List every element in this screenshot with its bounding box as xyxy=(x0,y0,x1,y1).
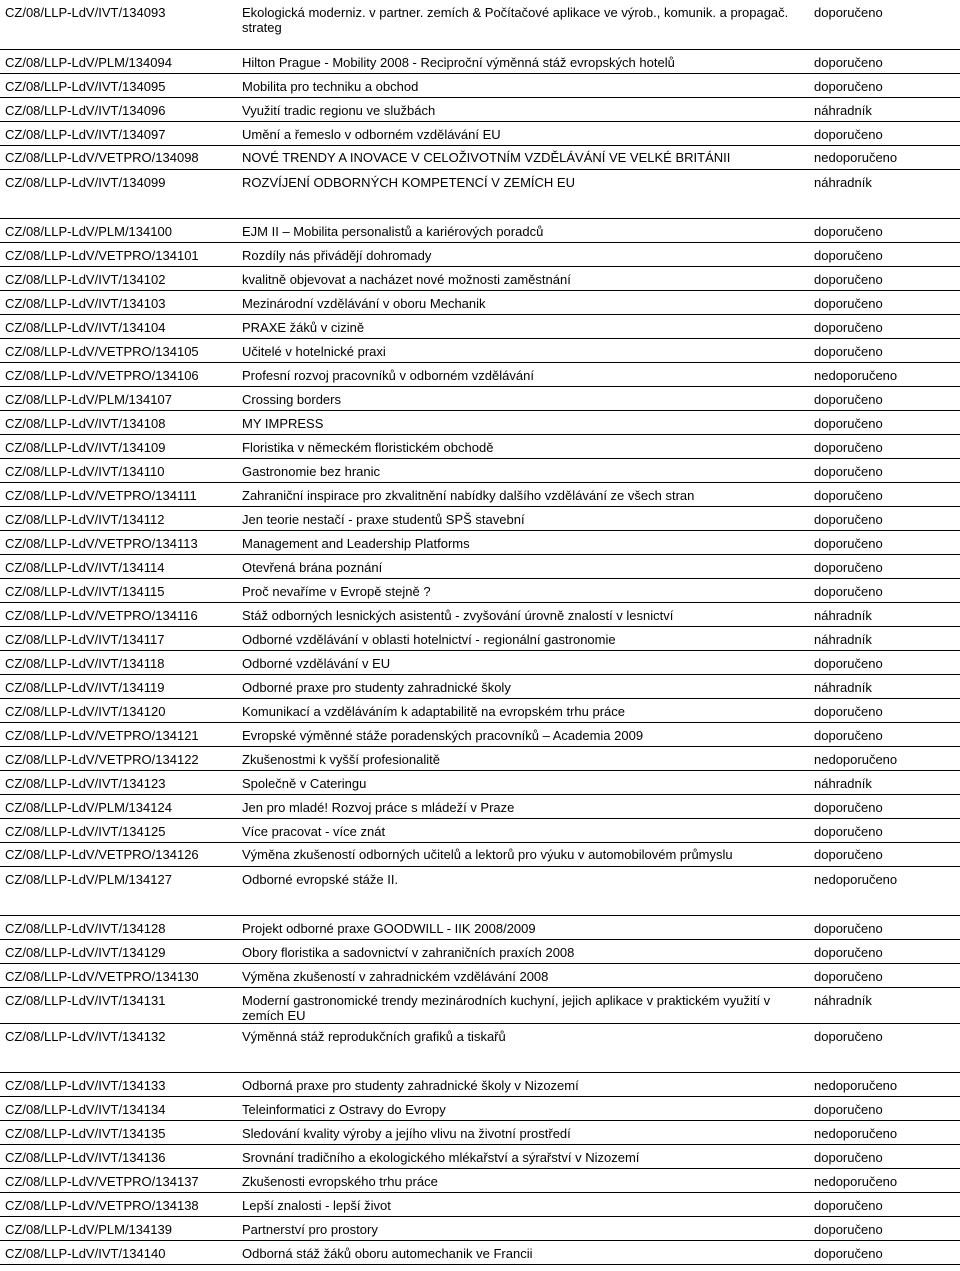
table-row xyxy=(0,73,960,97)
table-row xyxy=(0,145,960,169)
table-row xyxy=(0,1240,960,1264)
project-status: doporučeno xyxy=(809,386,960,410)
project-code: CZ/08/LLP-LdV/VETPRO/134106 xyxy=(0,362,237,386)
project-title: Umění a řemeslo v odborném vzdělávání EU xyxy=(237,121,809,145)
table-row xyxy=(0,626,960,650)
project-status: náhradník xyxy=(809,674,960,698)
table-row xyxy=(0,386,960,410)
table-row xyxy=(0,434,960,458)
table-row xyxy=(0,722,960,746)
project-status: nedoporučeno xyxy=(809,1072,960,1096)
project-status: náhradník xyxy=(809,987,960,1023)
project-code: CZ/08/LLP-LdV/IVT/134120 xyxy=(0,698,237,722)
table-row xyxy=(0,362,960,386)
project-status: doporučeno xyxy=(809,506,960,530)
table-row xyxy=(0,0,960,49)
table-row xyxy=(0,49,960,73)
table-row xyxy=(0,842,960,866)
table-row xyxy=(0,530,960,554)
project-code: CZ/08/LLP-LdV/IVT/134112 xyxy=(0,506,237,530)
table-row xyxy=(0,458,960,482)
table-row xyxy=(0,338,960,362)
project-status: doporučeno xyxy=(809,915,960,939)
project-title: Evropské výměnné stáže poradenských pracovníků – Academia 2009 xyxy=(237,722,809,746)
table-row xyxy=(0,290,960,314)
project-code: CZ/08/LLP-LdV/PLM/134139 xyxy=(0,1216,237,1240)
project-status: doporučeno xyxy=(809,266,960,290)
project-status: doporučeno xyxy=(809,1144,960,1168)
table-row xyxy=(0,1023,960,1072)
table-row xyxy=(0,554,960,578)
project-title: Ekologická moderniz. v partner. zemích & Počítačové aplikace ve výrob., komunik. a propagač. strateg xyxy=(237,0,809,49)
project-title: Management and Leadership Platforms xyxy=(237,530,809,554)
project-title: Lepší znalosti - lepší život xyxy=(237,1192,809,1216)
table-row xyxy=(0,482,960,506)
project-code: CZ/08/LLP-LdV/IVT/134117 xyxy=(0,626,237,650)
project-title: Teleinformatici z Ostravy do Evropy xyxy=(237,1096,809,1120)
project-code: CZ/08/LLP-LdV/IVT/134115 xyxy=(0,578,237,602)
table-row xyxy=(0,169,960,218)
project-status: doporučeno xyxy=(809,482,960,506)
project-code: CZ/08/LLP-LdV/VETPRO/134126 xyxy=(0,842,237,866)
project-code: CZ/08/LLP-LdV/IVT/134108 xyxy=(0,410,237,434)
project-code: CZ/08/LLP-LdV/VETPRO/134121 xyxy=(0,722,237,746)
table-row xyxy=(0,1192,960,1216)
project-code: CZ/08/LLP-LdV/PLM/134107 xyxy=(0,386,237,410)
project-status: doporučeno xyxy=(809,530,960,554)
project-code: CZ/08/LLP-LdV/PLM/134127 xyxy=(0,866,237,915)
project-title: Komunikací a vzděláváním k adaptabilitě na evropském trhu práce xyxy=(237,698,809,722)
project-code: CZ/08/LLP-LdV/IVT/134133 xyxy=(0,1072,237,1096)
project-status: doporučeno xyxy=(809,458,960,482)
project-code: CZ/08/LLP-LdV/IVT/134104 xyxy=(0,314,237,338)
table-row xyxy=(0,314,960,338)
table-row xyxy=(0,1072,960,1096)
project-status: doporučeno xyxy=(809,49,960,73)
project-title: Zkušenosti evropského trhu práce xyxy=(237,1168,809,1192)
project-title: Odborné vzdělávání v oblasti hotelnictví - regionální gastronomie xyxy=(237,626,809,650)
project-status: nedoporučeno xyxy=(809,1168,960,1192)
project-code: CZ/08/LLP-LdV/IVT/134093 xyxy=(0,0,237,49)
project-title: Hilton Prague - Mobility 2008 - Reciproční výměnná stáž evropských hotelů xyxy=(237,49,809,73)
project-code: CZ/08/LLP-LdV/PLM/134094 xyxy=(0,49,237,73)
project-status: náhradník xyxy=(809,626,960,650)
project-status: doporučeno xyxy=(809,698,960,722)
project-title: Jen pro mladé! Rozvoj práce s mládeží v Praze xyxy=(237,794,809,818)
project-code: CZ/08/LLP-LdV/IVT/134103 xyxy=(0,290,237,314)
project-status: náhradník xyxy=(809,602,960,626)
project-title: EJM II – Mobilita personalistů a kariérových poradců xyxy=(237,218,809,242)
table-row xyxy=(0,1096,960,1120)
project-title: Otevřená brána poznání xyxy=(237,554,809,578)
project-code: CZ/08/LLP-LdV/IVT/134110 xyxy=(0,458,237,482)
project-status: doporučeno xyxy=(809,1096,960,1120)
project-code: CZ/08/LLP-LdV/IVT/134125 xyxy=(0,818,237,842)
project-title: Gastronomie bez hranic xyxy=(237,458,809,482)
project-status: doporučeno xyxy=(809,939,960,963)
project-title: Zahraniční inspirace pro zkvalitnění nabídky dalšího vzdělávání ze všech stran xyxy=(237,482,809,506)
project-title: Profesní rozvoj pracovníků v odborném vzdělávání xyxy=(237,362,809,386)
project-code: CZ/08/LLP-LdV/IVT/134095 xyxy=(0,73,237,97)
project-code: CZ/08/LLP-LdV/VETPRO/134122 xyxy=(0,746,237,770)
project-status: doporučeno xyxy=(809,554,960,578)
project-code: CZ/08/LLP-LdV/VETPRO/134113 xyxy=(0,530,237,554)
project-title: Partnerství pro prostory xyxy=(237,1216,809,1240)
table-row xyxy=(0,794,960,818)
table-row xyxy=(0,121,960,145)
project-code: CZ/08/LLP-LdV/IVT/134134 xyxy=(0,1096,237,1120)
project-code: CZ/08/LLP-LdV/VETPRO/134130 xyxy=(0,963,237,987)
table-row xyxy=(0,674,960,698)
project-code: CZ/08/LLP-LdV/IVT/134109 xyxy=(0,434,237,458)
table-row xyxy=(0,578,960,602)
project-code: CZ/08/LLP-LdV/VETPRO/134111 xyxy=(0,482,237,506)
project-title: Srovnání tradičního a ekologického mlékařství a sýrařství v Nizozemí xyxy=(237,1144,809,1168)
project-status: nedoporučeno xyxy=(809,746,960,770)
project-status: doporučeno xyxy=(809,578,960,602)
project-status: doporučeno xyxy=(809,794,960,818)
table-row xyxy=(0,866,960,915)
table-row xyxy=(0,698,960,722)
table-row xyxy=(0,410,960,434)
project-status: doporučeno xyxy=(809,218,960,242)
project-status: nedoporučeno xyxy=(809,866,960,915)
project-code: CZ/08/LLP-LdV/IVT/134135 xyxy=(0,1120,237,1144)
project-status: náhradník xyxy=(809,97,960,121)
table-row xyxy=(0,963,960,987)
project-code: CZ/08/LLP-LdV/IVT/134123 xyxy=(0,770,237,794)
project-code: CZ/08/LLP-LdV/IVT/134128 xyxy=(0,915,237,939)
project-title: Jen teorie nestačí - praxe studentů SPŠ stavební xyxy=(237,506,809,530)
project-title: Mobilita pro techniku a obchod xyxy=(237,73,809,97)
table-row xyxy=(0,987,960,1023)
project-status: doporučeno xyxy=(809,121,960,145)
project-title: Odborná praxe pro studenty zahradnické školy v Nizozemí xyxy=(237,1072,809,1096)
project-title: PRAXE žáků v cizině xyxy=(237,314,809,338)
table-row xyxy=(0,1168,960,1192)
project-status: doporučeno xyxy=(809,410,960,434)
table-row xyxy=(0,1144,960,1168)
project-code: CZ/08/LLP-LdV/IVT/134140 xyxy=(0,1240,237,1264)
project-title: Využití tradic regionu ve službách xyxy=(237,97,809,121)
project-title: Crossing borders xyxy=(237,386,809,410)
project-code: CZ/08/LLP-LdV/VETPRO/134137 xyxy=(0,1168,237,1192)
project-code: CZ/08/LLP-LdV/IVT/134136 xyxy=(0,1144,237,1168)
project-status: doporučeno xyxy=(809,1023,960,1072)
table-row xyxy=(0,770,960,794)
project-status: doporučeno xyxy=(809,338,960,362)
project-title: Projekt odborné praxe GOODWILL - IIK 2008/2009 xyxy=(237,915,809,939)
project-status: doporučeno xyxy=(809,0,960,49)
project-status: doporučeno xyxy=(809,650,960,674)
project-status: náhradník xyxy=(809,169,960,218)
table-row xyxy=(0,746,960,770)
project-status: doporučeno xyxy=(809,818,960,842)
project-title: Výměnná stáž reprodukčních grafiků a tiskařů xyxy=(237,1023,809,1072)
project-status: doporučeno xyxy=(809,1216,960,1240)
project-status: doporučeno xyxy=(809,1192,960,1216)
project-code: CZ/08/LLP-LdV/IVT/134129 xyxy=(0,939,237,963)
table-row xyxy=(0,266,960,290)
table-row xyxy=(0,939,960,963)
project-code: CZ/08/LLP-LdV/PLM/134124 xyxy=(0,794,237,818)
project-status: nedoporučeno xyxy=(809,362,960,386)
project-title: Odborné vzdělávání v EU xyxy=(237,650,809,674)
table-row xyxy=(0,97,960,121)
project-code: CZ/08/LLP-LdV/IVT/134114 xyxy=(0,554,237,578)
project-code: CZ/08/LLP-LdV/IVT/134131 xyxy=(0,987,237,1023)
table-row xyxy=(0,915,960,939)
table-row xyxy=(0,650,960,674)
table-row xyxy=(0,506,960,530)
project-status: doporučeno xyxy=(809,1240,960,1264)
project-status: doporučeno xyxy=(809,963,960,987)
project-status: doporučeno xyxy=(809,290,960,314)
project-code: CZ/08/LLP-LdV/IVT/134096 xyxy=(0,97,237,121)
project-code: CZ/08/LLP-LdV/IVT/134118 xyxy=(0,650,237,674)
project-code: CZ/08/LLP-LdV/IVT/134102 xyxy=(0,266,237,290)
project-code: CZ/08/LLP-LdV/PLM/134100 xyxy=(0,218,237,242)
project-title: Odborná stáž žáků oboru automechanik ve Francii xyxy=(237,1240,809,1264)
project-status: doporučeno xyxy=(809,434,960,458)
project-title: Odborné evropské stáže II. xyxy=(237,866,809,915)
project-code: CZ/08/LLP-LdV/VETPRO/134138 xyxy=(0,1192,237,1216)
project-title: NOVÉ TRENDY A INOVACE V CELOŽIVOTNÍM VZDĚLÁVÁNÍ VE VELKÉ BRITÁNII xyxy=(237,145,809,169)
project-status: doporučeno xyxy=(809,314,960,338)
project-title: Sledování kvality výroby a jejího vlivu na životní prostředí xyxy=(237,1120,809,1144)
project-title: MY IMPRESS xyxy=(237,410,809,434)
table-row xyxy=(0,1216,960,1240)
project-title: Výměna zkušeností odborných učitelů a lektorů pro výuku v automobilovém průmyslu xyxy=(237,842,809,866)
project-title: Stáž odborných lesnických asistentů - zvyšování úrovně znalostí v lesnictví xyxy=(237,602,809,626)
project-status: doporučeno xyxy=(809,722,960,746)
project-code: CZ/08/LLP-LdV/IVT/134097 xyxy=(0,121,237,145)
project-title: Moderní gastronomické trendy mezinárodních kuchyní, jejich aplikace v praktickém využití v zemích EU xyxy=(237,987,809,1023)
project-code: CZ/08/LLP-LdV/VETPRO/134098 xyxy=(0,145,237,169)
project-title: Výměna zkušeností v zahradnickém vzdělávání 2008 xyxy=(237,963,809,987)
table-row xyxy=(0,242,960,266)
project-status: nedoporučeno xyxy=(809,1120,960,1144)
project-title: Společně v Cateringu xyxy=(237,770,809,794)
project-title: Více pracovat - více znát xyxy=(237,818,809,842)
project-status: doporučeno xyxy=(809,73,960,97)
project-title: Obory floristika a sadovnictví v zahraničních praxích 2008 xyxy=(237,939,809,963)
table-row xyxy=(0,602,960,626)
project-title: ROZVÍJENÍ ODBORNÝCH KOMPETENCÍ V ZEMÍCH EU xyxy=(237,169,809,218)
project-code: CZ/08/LLP-LdV/IVT/134132 xyxy=(0,1023,237,1072)
project-code: CZ/08/LLP-LdV/VETPRO/134105 xyxy=(0,338,237,362)
project-status: doporučeno xyxy=(809,842,960,866)
table-row xyxy=(0,818,960,842)
project-code: CZ/08/LLP-LdV/IVT/134099 xyxy=(0,169,237,218)
project-title: Rozdíly nás přivádějí dohromady xyxy=(237,242,809,266)
project-status: nedoporučeno xyxy=(809,145,960,169)
project-title: Zkušenostmi k vyšší profesionalitě xyxy=(237,746,809,770)
table-row xyxy=(0,218,960,242)
project-title: Proč nevaříme v Evropě stejně ? xyxy=(237,578,809,602)
project-title: kvalitně objevovat a nacházet nové možnosti zaměstnání xyxy=(237,266,809,290)
project-code: CZ/08/LLP-LdV/VETPRO/134116 xyxy=(0,602,237,626)
project-title: Floristika v německém floristickém obchodě xyxy=(237,434,809,458)
project-title: Učitelé v hotelnické praxi xyxy=(237,338,809,362)
project-title: Mezinárodní vzdělávání v oboru Mechanik xyxy=(237,290,809,314)
project-status: doporučeno xyxy=(809,242,960,266)
project-code: CZ/08/LLP-LdV/IVT/134119 xyxy=(0,674,237,698)
project-code: CZ/08/LLP-LdV/VETPRO/134101 xyxy=(0,242,237,266)
table-row xyxy=(0,1120,960,1144)
project-title: Odborné praxe pro studenty zahradnické školy xyxy=(237,674,809,698)
project-status: náhradník xyxy=(809,770,960,794)
